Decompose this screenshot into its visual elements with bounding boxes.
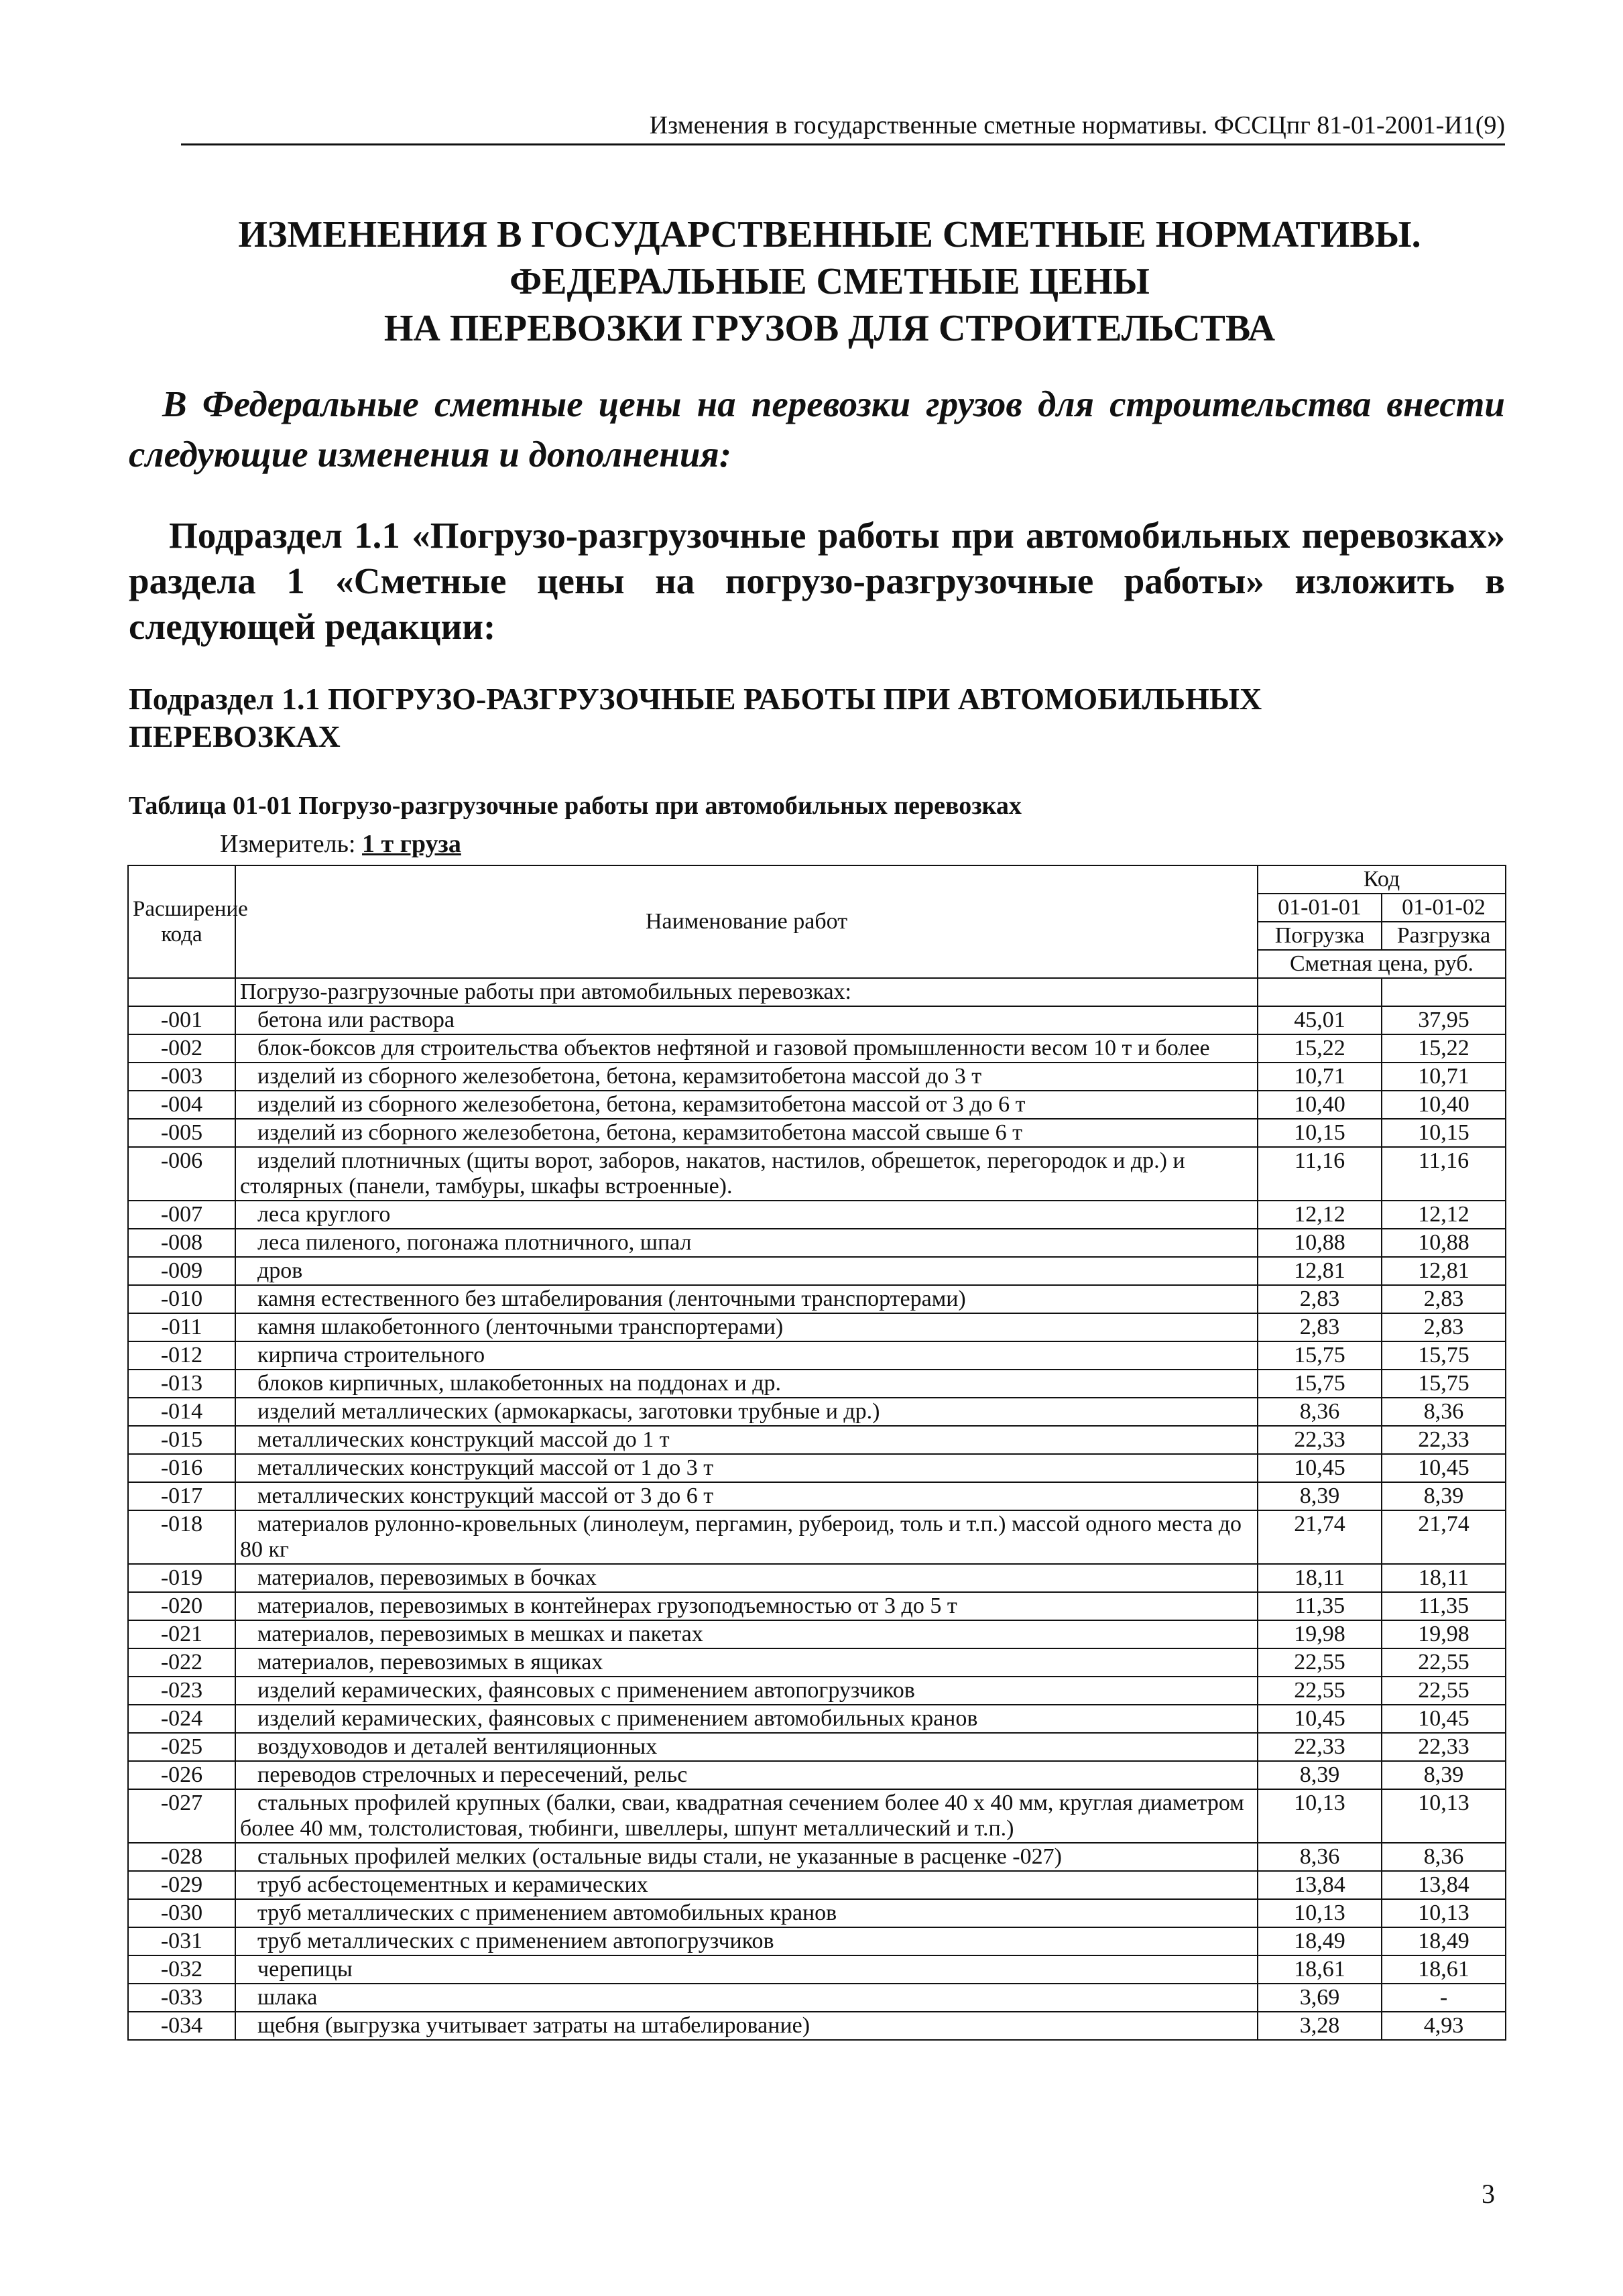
row-name: труб асбестоцементных и керамических <box>235 1871 1258 1899</box>
row-unload-price: 15,22 <box>1382 1034 1506 1063</box>
row-unload-price: 4,93 <box>1382 2012 1506 2040</box>
row-name: изделий из сборного железобетона, бетона, керамзитобетона массой от 3 до 6 т <box>235 1091 1258 1119</box>
row-unload-price: 8,39 <box>1382 1761 1506 1789</box>
table-row <box>128 1899 1506 1927</box>
table-row <box>128 2012 1506 2040</box>
table-row <box>128 1564 1506 1592</box>
table-row <box>128 1620 1506 1648</box>
row-name: камня естественного без штабелирования (ленточными транспортерами) <box>235 1285 1258 1313</box>
row-code: -030 <box>128 1899 235 1927</box>
row-unload-price: 10,88 <box>1382 1229 1506 1257</box>
group-empty-cell <box>1382 978 1506 1006</box>
row-unload-price: 21,74 <box>1382 1510 1506 1564</box>
row-name: изделий плотничных (щиты ворот, заборов, накатов, настилов, обрешеток, перегородок и др.) и столярных (панели, тамбуры, шкафы встроенные). <box>235 1147 1258 1201</box>
row-code: -034 <box>128 2012 235 2040</box>
row-code: -008 <box>128 1229 235 1257</box>
row-load-price: 2,83 <box>1258 1285 1382 1313</box>
row-code: -018 <box>128 1510 235 1564</box>
table-row <box>128 1285 1506 1313</box>
row-code: -010 <box>128 1285 235 1313</box>
row-load-price: 15,22 <box>1258 1034 1382 1063</box>
row-code: -006 <box>128 1147 235 1201</box>
table-row <box>128 1761 1506 1789</box>
row-unload-price: 15,75 <box>1382 1370 1506 1398</box>
row-unload-price: 22,33 <box>1382 1426 1506 1454</box>
row-name: черепицы <box>235 1955 1258 1984</box>
row-code: -023 <box>128 1677 235 1705</box>
row-name: дров <box>235 1257 1258 1285</box>
table-row <box>128 1201 1506 1229</box>
row-load-price: 19,98 <box>1258 1620 1382 1648</box>
table-row <box>128 1370 1506 1398</box>
row-name: шлака <box>235 1984 1258 2012</box>
row-load-price: 10,45 <box>1258 1705 1382 1733</box>
header-expansion: Расширение кода <box>128 865 235 978</box>
row-load-price: 13,84 <box>1258 1871 1382 1899</box>
row-load-price: 22,33 <box>1258 1733 1382 1761</box>
measure-label: Измеритель: <box>220 830 356 858</box>
table-row <box>128 1843 1506 1871</box>
row-load-price: 10,15 <box>1258 1119 1382 1147</box>
table-row <box>128 1592 1506 1620</box>
row-name: металлических конструкций массой от 1 до 3 т <box>235 1454 1258 1482</box>
row-code: -028 <box>128 1843 235 1871</box>
row-name: изделий из сборного железобетона, бетона, керамзитобетона массой свыше 6 т <box>235 1119 1258 1147</box>
row-load-price: 10,13 <box>1258 1899 1382 1927</box>
group-row <box>128 978 1506 1006</box>
row-name: изделий металлических (армокаркасы, заготовки трубные и др.) <box>235 1398 1258 1426</box>
row-load-price: 8,39 <box>1258 1761 1382 1789</box>
table-row <box>128 1313 1506 1341</box>
price-table <box>127 865 1506 2041</box>
row-code: -029 <box>128 1871 235 1899</box>
row-name: изделий из сборного железобетона, бетона, керамзитобетона массой до 3 т <box>235 1063 1258 1091</box>
row-name: щебня (выгрузка учитывает затраты на штабелирование) <box>235 2012 1258 2040</box>
row-unload-price: 10,15 <box>1382 1119 1506 1147</box>
row-code: -027 <box>128 1789 235 1843</box>
row-load-price: 3,28 <box>1258 2012 1382 2040</box>
row-code: -016 <box>128 1454 235 1482</box>
row-unload-price: 10,45 <box>1382 1705 1506 1733</box>
row-unload-price: 10,13 <box>1382 1789 1506 1843</box>
row-name: воздуховодов и деталей вентиляционных <box>235 1733 1258 1761</box>
table-row <box>128 1119 1506 1147</box>
table-row <box>128 1482 1506 1510</box>
title-line-2: ФЕДЕРАЛЬНЫЕ СМЕТНЫЕ ЦЕНЫ <box>509 261 1150 302</box>
row-load-price: 11,16 <box>1258 1147 1382 1201</box>
table-body <box>128 978 1506 2040</box>
row-load-price: 10,13 <box>1258 1789 1382 1843</box>
table-row <box>128 1789 1506 1843</box>
row-name: материалов рулонно-кровельных (линолеум, пергамин, рубероид, толь и т.п.) массой одного места до 80 кг <box>235 1510 1258 1564</box>
row-unload-price: 15,75 <box>1382 1341 1506 1370</box>
table-row <box>128 1091 1506 1119</box>
row-unload-price: 22,55 <box>1382 1677 1506 1705</box>
row-unload-price: 2,83 <box>1382 1285 1506 1313</box>
row-load-price: 3,69 <box>1258 1984 1382 2012</box>
row-name: переводов стрелочных и пересечений, рельс <box>235 1761 1258 1789</box>
row-code: -015 <box>128 1426 235 1454</box>
row-code: -002 <box>128 1034 235 1063</box>
row-load-price: 8,36 <box>1258 1398 1382 1426</box>
row-unload-price: 8,39 <box>1382 1482 1506 1510</box>
subsection-heading: Подраздел 1.1 ПОГРУЗО-РАЗГРУЗОЧНЫЕ РАБОТЫ ПРИ АВТОМОБИЛЬНЫХ ПЕРЕВОЗКАХ <box>129 682 1262 753</box>
row-name: изделий керамических, фаянсовых с применением автопогрузчиков <box>235 1677 1258 1705</box>
row-code: -022 <box>128 1648 235 1677</box>
header-row-1 <box>128 865 1506 894</box>
row-name: материалов, перевозимых в контейнерах грузоподъемностью от 3 до 5 т <box>235 1592 1258 1620</box>
table-row <box>128 1733 1506 1761</box>
row-name: стальных профилей крупных (балки, сваи, квадратная сечением более 40 х 40 мм, круглая диаметром более 40 мм, толстолистовая, тюбинги, швеллеры, шпунт металлический и т.п.) <box>235 1789 1258 1843</box>
row-name: металлических конструкций массой до 1 т <box>235 1426 1258 1454</box>
row-code: -017 <box>128 1482 235 1510</box>
row-name: металлических конструкций массой от 3 до 6 т <box>235 1482 1258 1510</box>
row-code: -001 <box>128 1006 235 1034</box>
row-code: -011 <box>128 1313 235 1341</box>
title-line-1: ИЗМЕНЕНИЯ В ГОСУДАРСТВЕННЫЕ СМЕТНЫЕ НОРМАТИВЫ. <box>238 214 1421 255</box>
row-unload-price: 37,95 <box>1382 1006 1506 1034</box>
row-code: -005 <box>128 1119 235 1147</box>
table-row <box>128 1984 1506 2012</box>
table-row <box>128 1006 1506 1034</box>
row-unload-price: 10,45 <box>1382 1454 1506 1482</box>
header-name: Наименование работ <box>235 865 1258 978</box>
row-code: -032 <box>128 1955 235 1984</box>
row-unload-price: 22,55 <box>1382 1648 1506 1677</box>
row-load-price: 45,01 <box>1258 1006 1382 1034</box>
row-code: -013 <box>128 1370 235 1398</box>
measure-line <box>220 829 461 859</box>
row-name: труб металлических с применением автопогрузчиков <box>235 1927 1258 1955</box>
row-code: -020 <box>128 1592 235 1620</box>
row-unload-price: 18,11 <box>1382 1564 1506 1592</box>
row-code: -019 <box>128 1564 235 1592</box>
table-row <box>128 1398 1506 1426</box>
row-code: -003 <box>128 1063 235 1091</box>
row-name: камня шлакобетонного (ленточными транспортерами) <box>235 1313 1258 1341</box>
measure-unit: 1 т груза <box>362 830 461 858</box>
row-unload-price: 10,40 <box>1382 1091 1506 1119</box>
group-code-cell <box>128 978 235 1006</box>
header-op-2: Разгрузка <box>1382 922 1506 950</box>
table-row <box>128 1677 1506 1705</box>
table-row <box>128 1705 1506 1733</box>
row-name: материалов, перевозимых в бочках <box>235 1564 1258 1592</box>
row-code: -021 <box>128 1620 235 1648</box>
row-load-price: 8,36 <box>1258 1843 1382 1871</box>
row-unload-price: 10,13 <box>1382 1899 1506 1927</box>
row-load-price: 15,75 <box>1258 1341 1382 1370</box>
row-unload-price: 22,33 <box>1382 1733 1506 1761</box>
row-name: труб металлических с применением автомобильных кранов <box>235 1899 1258 1927</box>
row-name: леса круглого <box>235 1201 1258 1229</box>
table-row <box>128 1257 1506 1285</box>
table-row <box>128 1034 1506 1063</box>
row-load-price: 10,88 <box>1258 1229 1382 1257</box>
table-row <box>128 1147 1506 1201</box>
row-name: кирпича строительного <box>235 1341 1258 1370</box>
running-head: Изменения в государственные сметные нормативы. ФССЦпг 81-01-2001-И1(9) <box>181 110 1505 145</box>
row-name: леса пиленого, погонажа плотничного, шпал <box>235 1229 1258 1257</box>
row-load-price: 15,75 <box>1258 1370 1382 1398</box>
row-unload-price: 12,81 <box>1382 1257 1506 1285</box>
header-code-1: 01-01-01 <box>1258 894 1382 922</box>
row-name: изделий керамических, фаянсовых с применением автомобильных кранов <box>235 1705 1258 1733</box>
row-code: -004 <box>128 1091 235 1119</box>
header-code: Код <box>1258 865 1506 894</box>
title-line-3: НА ПЕРЕВОЗКИ ГРУЗОВ ДЛЯ СТРОИТЕЛЬСТВА <box>383 308 1276 349</box>
row-unload-price: 2,83 <box>1382 1313 1506 1341</box>
row-name: блок-боксов для строительства объектов нефтяной и газовой промышленности весом 10 т и более <box>235 1034 1258 1063</box>
table-row <box>128 1648 1506 1677</box>
subsection-paragraph: Подраздел 1.1 «Погрузо-разгрузочные работы при автомобильных перевозках» раздела 1 «Сметные цены на погрузо-разгрузочные работы» изложить в следующей редакции: <box>129 515 1505 647</box>
table-row <box>128 1927 1506 1955</box>
row-code: -014 <box>128 1398 235 1426</box>
row-load-price: 22,55 <box>1258 1677 1382 1705</box>
row-code: -025 <box>128 1733 235 1761</box>
row-load-price: 11,35 <box>1258 1592 1382 1620</box>
group-label: Погрузо-разгрузочные работы при автомобильных перевозках: <box>235 978 1258 1006</box>
row-unload-price: 12,12 <box>1382 1201 1506 1229</box>
page-number: 3 <box>1482 2179 1495 2209</box>
table-row <box>128 1426 1506 1454</box>
row-load-price: 10,45 <box>1258 1454 1382 1482</box>
row-code: -009 <box>128 1257 235 1285</box>
row-load-price: 8,39 <box>1258 1482 1382 1510</box>
document-title <box>154 211 1505 352</box>
row-unload-price: 18,49 <box>1382 1927 1506 1955</box>
row-load-price: 12,12 <box>1258 1201 1382 1229</box>
table-row <box>128 1229 1506 1257</box>
row-code: -012 <box>128 1341 235 1370</box>
table-row <box>128 1955 1506 1984</box>
row-code: -033 <box>128 1984 235 2012</box>
row-unload-price: 19,98 <box>1382 1620 1506 1648</box>
table-row <box>128 1341 1506 1370</box>
row-unload-price: 10,71 <box>1382 1063 1506 1091</box>
table-row <box>128 1871 1506 1899</box>
row-load-price: 12,81 <box>1258 1257 1382 1285</box>
row-name: бетона или раствора <box>235 1006 1258 1034</box>
intro-paragraph: В Федеральные сметные цены на перевозки грузов для строительства внести следующие изменения и дополнения: <box>129 383 1505 475</box>
row-load-price: 18,61 <box>1258 1955 1382 1984</box>
row-load-price: 18,11 <box>1258 1564 1382 1592</box>
row-load-price: 21,74 <box>1258 1510 1382 1564</box>
row-load-price: 22,33 <box>1258 1426 1382 1454</box>
row-unload-price: 18,61 <box>1382 1955 1506 1984</box>
row-name: материалов, перевозимых в ящиках <box>235 1648 1258 1677</box>
table-row <box>128 1063 1506 1091</box>
row-unload-price: 13,84 <box>1382 1871 1506 1899</box>
table-caption: Таблица 01-01 Погрузо-разгрузочные работы при автомобильных перевозках <box>129 792 1022 820</box>
row-name: материалов, перевозимых в мешках и пакетах <box>235 1620 1258 1648</box>
row-load-price: 10,71 <box>1258 1063 1382 1091</box>
row-code: -026 <box>128 1761 235 1789</box>
header-price-unit: Сметная цена, руб. <box>1258 950 1506 978</box>
row-unload-price: - <box>1382 1984 1506 2012</box>
header-op-1: Погрузка <box>1258 922 1382 950</box>
row-code: -031 <box>128 1927 235 1955</box>
row-unload-price: 11,16 <box>1382 1147 1506 1201</box>
group-empty-cell <box>1258 978 1382 1006</box>
row-load-price: 22,55 <box>1258 1648 1382 1677</box>
row-name: стальных профилей мелких (остальные виды стали, не указанные в расценке -027) <box>235 1843 1258 1871</box>
row-load-price: 18,49 <box>1258 1927 1382 1955</box>
header-code-2: 01-01-02 <box>1382 894 1506 922</box>
row-code: -007 <box>128 1201 235 1229</box>
row-unload-price: 11,35 <box>1382 1592 1506 1620</box>
row-load-price: 2,83 <box>1258 1313 1382 1341</box>
row-load-price: 10,40 <box>1258 1091 1382 1119</box>
row-name: блоков кирпичных, шлакобетонных на поддонах и др. <box>235 1370 1258 1398</box>
row-unload-price: 8,36 <box>1382 1843 1506 1871</box>
table-row <box>128 1510 1506 1564</box>
row-unload-price: 8,36 <box>1382 1398 1506 1426</box>
table-row <box>128 1454 1506 1482</box>
row-code: -024 <box>128 1705 235 1733</box>
